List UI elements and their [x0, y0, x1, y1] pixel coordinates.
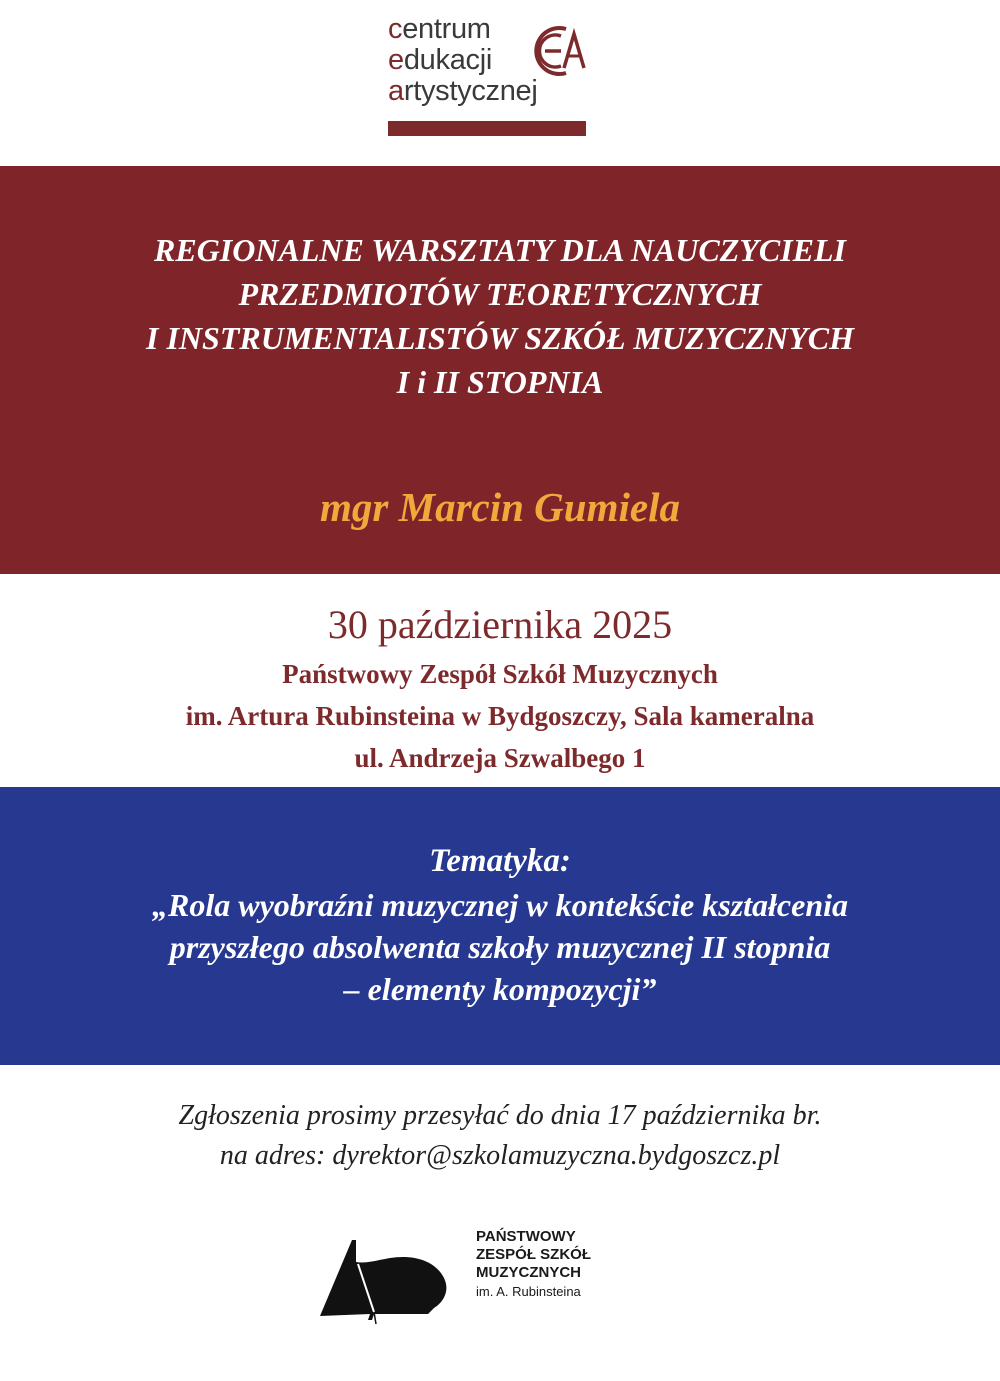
speaker-name: mgr Marcin Gumiela	[320, 484, 680, 530]
cea-logo-line-2: edukacji	[388, 44, 493, 76]
event-place	[0, 653, 1000, 779]
school-logo-line-3: MUZYCZNYCH	[476, 1264, 581, 1281]
registration-info	[0, 1096, 1000, 1176]
cea-logo-bar	[388, 121, 586, 136]
school-logo	[318, 1228, 638, 1328]
school-logo-subline: im. A. Rubinsteina	[476, 1284, 581, 1299]
school-logo-line-1: PAŃSTWOWY	[476, 1228, 576, 1245]
workshop-title-line-1: REGIONALNE WARSZTATY DLA NAUCZYCIELI	[154, 232, 846, 268]
cea-logo-line-2-text: dukacji	[403, 44, 493, 76]
cea-logo-line-3: artystycznej	[388, 75, 538, 107]
workshop-title-line-4: I i II STOPNIA	[396, 364, 604, 400]
registration-line-1: Zgłoszenia prosimy przesyłać do dnia 17 października br.	[178, 1100, 822, 1131]
topic-heading: Tematyka:	[429, 843, 571, 879]
workshop-title	[0, 228, 1000, 404]
event-place-line-1: Państwowy Zespół Szkół Muzycznych	[282, 659, 718, 689]
topic-line-1: „Rola wyobraźni muzycznej w kontekście kształcenia	[151, 887, 849, 923]
workshop-title-line-3: I INSTRUMENTALISTÓW SZKÓŁ MUZYCZNYCH	[146, 320, 854, 356]
grand-piano-icon	[318, 1232, 458, 1324]
event-date: 30 października 2025	[327, 602, 673, 647]
topic-line-3: – elementy kompozycji”	[343, 971, 657, 1007]
topic-line-2: przyszłego absolwenta szkoły muzycznej II stopnia	[169, 929, 831, 965]
cea-logo-line-3-text: rtystycznej	[403, 75, 538, 107]
cea-logo-text	[388, 14, 538, 107]
cea-logo-line-1-text: entrum	[402, 13, 491, 45]
workshop-title-line-2: PRZEDMIOTÓW TEORETYCZNYCH	[238, 276, 762, 312]
registration-line-2: na adres: dyrektor@szkolamuzyczna.bydgoszcz.pl	[219, 1140, 781, 1171]
cea-logo-line-1: centrum	[388, 13, 491, 45]
cea-logo	[388, 14, 598, 138]
school-logo-text	[476, 1228, 646, 1302]
cea-monogram-icon	[528, 20, 590, 82]
school-logo-line-2: ZESPÓŁ SZKÓŁ	[476, 1246, 592, 1263]
topic-text	[0, 884, 1000, 1010]
event-place-line-3: ul. Andrzeja Szwalbego 1	[354, 743, 646, 773]
event-place-line-2: im. Artura Rubinsteina w Bydgoszczy, Sala kameralna	[185, 701, 815, 731]
